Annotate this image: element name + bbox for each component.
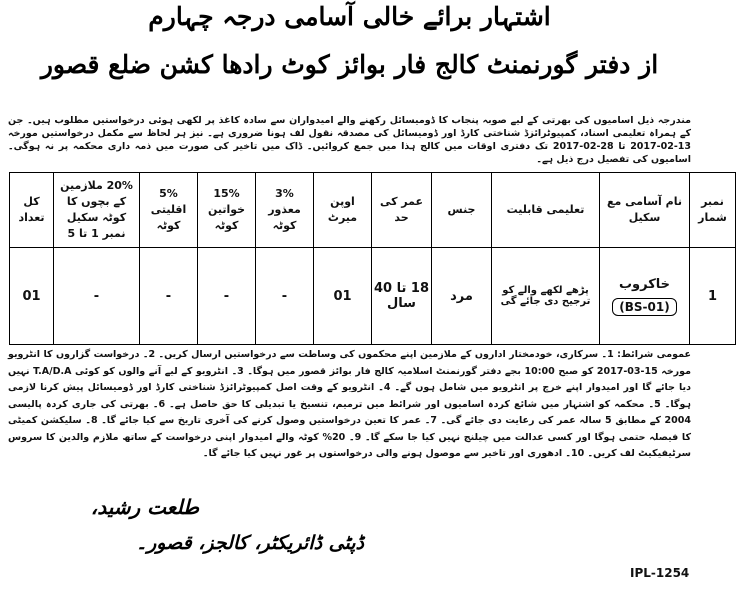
cell-minority-quota: -: [140, 248, 198, 345]
header-age: عمر کی حد: [372, 173, 432, 248]
table-row: [10, 248, 736, 345]
general-terms: عمومی شرائط: 1۔ سرکاری، خودمختار اداروں کے ملازمین اپنے محکموں کی وساطت سے درخواستیں ارسال کریں۔ 2۔ درخواست گزاروں کا انٹرویو مورخہ 15-03-2017 کو صبح 10:00 بجے دفتر گورنمنٹ اسلامیہ کالج فار بوائز قصور میں ہوگا۔ 3۔ انٹرویو کے لیے آنے والوں کو کوئی T.A/D.A نہیں دیا جائے گا اور امیدوار اپنے خرچ پر انٹرویو میں شامل ہوں گے۔ 4۔ انٹرویو کے وقت اصل کمپیوٹرائزڈ شناختی کارڈ اور ڈومیسائل پیش کرنا لازمی ہوگا۔ 5۔ محکمہ کو اشتہار میں شائع کردہ اسامیوں اور شرائط میں ترمیم، تنسیخ یا تبدیلی کا حق حاصل ہے۔ 6۔ بھرتی کی جاری کردہ پالیسی 2004 کے مطابق 5 سالہ عمر کی رعایت دی جائے گی۔ 7۔ عمر کا تعین درخواستیں وصول کرنے کی آخری تاریخ سے کیا جائے گا۔ 8۔ سلیکشن کمیٹی کا فیصلہ حتمی ہوگا اور کسی عدالت میں چیلنج نہیں کیا جا سکے گا۔ 9۔ 20% کوٹہ والے امیدوار اپنی درخواست کے ساتھ ملازم والدین کا سروس سرٹیفیکیٹ لف کریں۔ 10۔ ادھوری اور تاخیر سے موصول ہونے والی درخواستوں پر غور نہیں کیا جائے گا۔: [8, 349, 692, 459]
header-qualification: تعلیمی قابلیت: [492, 173, 600, 248]
cell-total: 01: [10, 248, 54, 345]
header-serial: نمبر شمار: [690, 173, 736, 248]
cell-open-merit: 01: [314, 248, 372, 345]
post-name: خاکروب: [618, 276, 671, 292]
office-title: از دفتر گورنمنٹ کالج فار بوائز کوٹ رادھا کشن ضلع قصور: [40, 50, 659, 79]
cell-qualification: پڑھے لکھے والے کو ترجیح دی جائے گی: [492, 248, 600, 345]
header-women-quota: 15% خواتین کوٹہ: [198, 173, 256, 248]
cell-women-quota: -: [198, 248, 256, 345]
cell-age: 18 تا 40 سال: [372, 248, 432, 345]
cell-employee-children-quota: -: [54, 248, 140, 345]
header-minority-quota: 5% اقلیتی کوٹہ: [140, 173, 198, 248]
header-post: نام آسامی مع سکیل: [600, 173, 690, 248]
cell-serial: 1: [690, 248, 736, 345]
signatory-name: طلعت رشید،: [90, 495, 199, 519]
post-scale: (BS-01): [612, 298, 676, 316]
cell-disabled-quota: -: [256, 248, 314, 345]
cell-post: [600, 248, 690, 345]
header-total: کل تعداد: [10, 173, 54, 248]
ipl-code: IPL-1254: [630, 566, 690, 580]
signatory-designation: ڈپٹی ڈائریکٹر، کالجز، قصور۔: [136, 532, 364, 554]
header-disabled-quota: 3% معذور کوٹہ: [256, 173, 314, 248]
table-header-row: [10, 173, 736, 248]
vacancy-table: [9, 172, 736, 345]
cell-gender: مرد: [432, 248, 492, 345]
header-employee-children-quota: 20% ملازمین کے بچوں کا کوٹہ سکیل نمبر 1 تا 5: [54, 173, 140, 248]
header-gender: جنس: [432, 173, 492, 248]
intro-paragraph: مندرجہ ذیل اسامیوں کی بھرتی کے لیے صوبہ پنجاب کا ڈومیسائل رکھنے والے امیدواران سے سادہ کاغذ پر لکھی ہوئی درخواستیں مطلوب ہیں۔ جن کے ہمراہ تعلیمی اسناد، کمپیوٹرائزڈ شناختی کارڈ اور ڈومیسائل کی مصدقہ نقول لف ہونا ضروری ہے۔ نیز ہر لحاظ سے مکمل درخواستیں مورخہ 13-02-2017 تا 28-02-2017 تک دفتری اوقات میں کالج ہذا میں جمع کروائیں۔ ڈاک میں تاخیر کی صورت میں ذمہ داری محکمہ پر نہ ہوگی۔ اسامیوں کی تفصیل درج ذیل ہے۔: [8, 115, 692, 165]
header-open-merit: اوپن میرٹ: [314, 173, 372, 248]
advertisement-title: اشتہار برائے خالی آسامی درجہ چہارم: [148, 2, 551, 31]
